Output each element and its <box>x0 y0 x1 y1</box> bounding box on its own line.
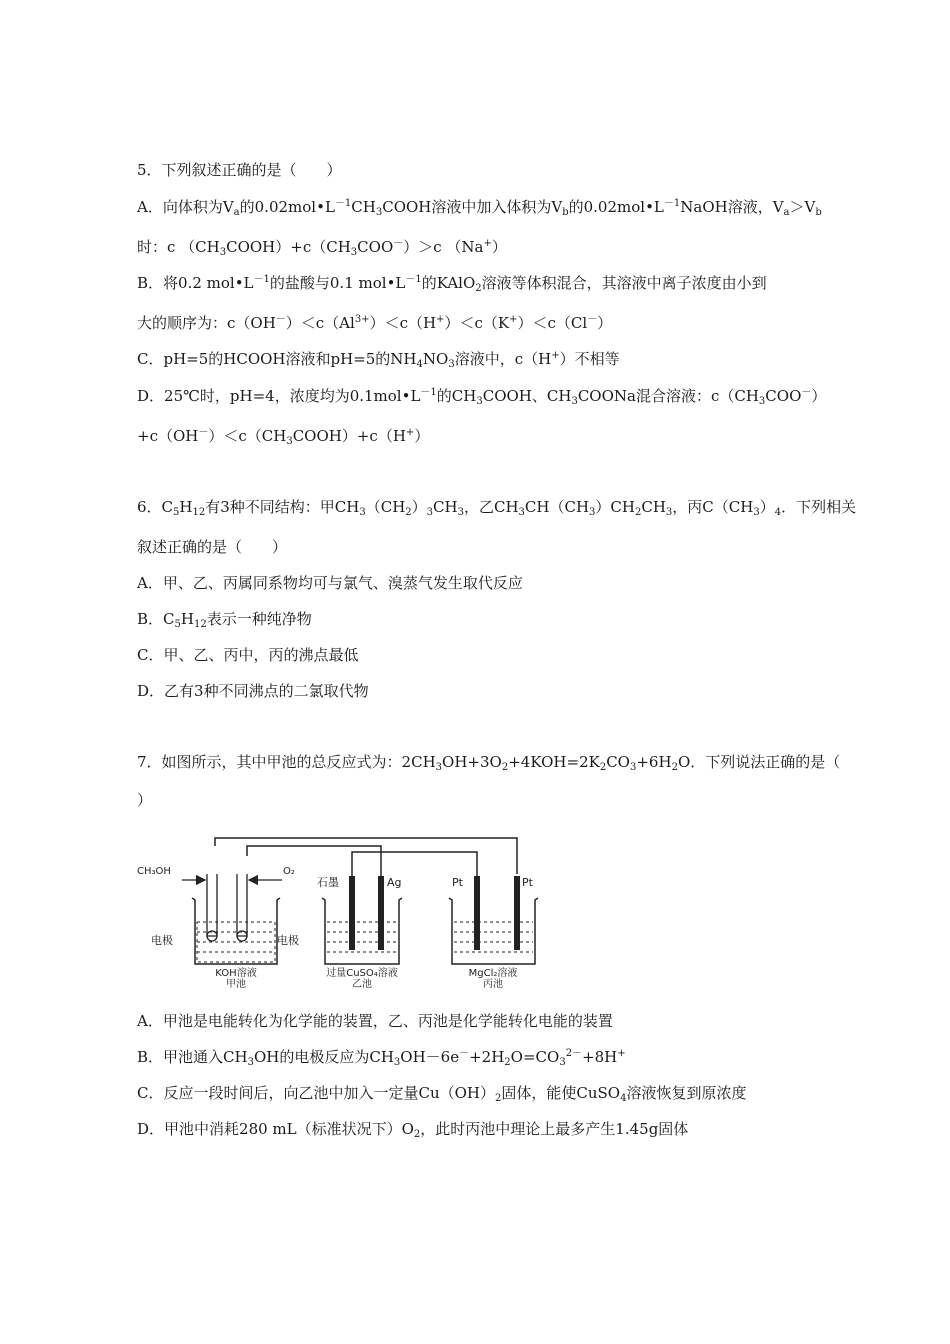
label-pt-right: Pt <box>522 876 533 889</box>
q7-option-b: B．甲池通入$CH_3OH$的电极反应为$CH_3OH-6e^-+2H_2O=CO_3^{2-}+8H^+$ <box>137 1048 626 1068</box>
q7-option-c: C．反应一段时间后，向乙池中加入一定量$Cu(OH)_2$固体，能使CuSO$_4$溶液恢复到原浓度 <box>137 1084 747 1104</box>
q5-option-d-line2: $+c(OH^-)<c(CH_3COOH)+c(H^+)$ <box>137 427 430 447</box>
label-electrode-left: 电极 <box>151 934 173 947</box>
q5-option-a-line2: 时：c $(CH_3COOH)+c(CH_3COO^-)>c$ （Na+） <box>137 238 507 258</box>
q6-stem-line1: 6．$C_5H_{12}$有3种不同结构：甲$CH_3(CH_2)_3CH_3$，乙$CH_3CH(CH_3)CH_2CH_3$，丙$C(CH_3)_4$．下列相关 <box>137 498 857 518</box>
electrochemistry-diagram <box>137 836 557 996</box>
q7-option-d: D．甲池中消耗280 mL（标准状况下）$O_2$，此时丙池中理论上最多产生1.45g固体 <box>137 1120 689 1140</box>
q6-option-c: C．甲、乙、丙中，丙的沸点最低 <box>137 646 359 664</box>
label-ag: Ag <box>387 876 402 889</box>
label-jia-pool: 甲池 <box>226 979 246 990</box>
q6-option-d: D．乙有3种不同沸点的二氯取代物 <box>137 682 369 700</box>
q5-stem: 5．下列叙述正确的是（ ） <box>137 161 342 179</box>
q5-option-b-line2: 大的顺序为：$c(OH^-)<c(Al^{3+})<c(H^+)<c(K^+)<c(Cl^-)$ <box>137 314 613 332</box>
q5-option-a-line1: A．向体积为$V_a$的$0.02mol•L^{-1}CH_3COOH$溶液中加入体积为$V_b$的$0.02mol•L^{-1}NaOH$溶液，$V_a>V_b$ <box>137 198 822 218</box>
label-electrode-right: 电极 <box>277 934 299 947</box>
label-ch3oh: CH₃OH <box>137 866 171 877</box>
q6-stem-line2: 叙述正确的是（ ） <box>137 538 288 556</box>
label-pt-left: Pt <box>452 876 463 889</box>
label-bing-pool: 丙池 <box>483 979 503 990</box>
beaker-yi <box>322 876 402 964</box>
label-cuso4-solution: 过量CuSO₄溶液 <box>326 968 398 979</box>
q5-option-d-line1: D．25℃时，pH=4，浓度均为$0.1mol•L^{-1}$的$CH_3COOH$、$CH_3COONa$混合溶液：$c(CH_3COO^-)$ <box>137 387 827 407</box>
q5-option-b-line1: B．将0.2 $mol•L^{-1}$的盐酸与0.1 $mol•L^{-1}$的KAlO$_2$溶液等体积混合，其溶液中离子浓度由小到 <box>137 274 767 294</box>
beaker-bing <box>449 876 538 964</box>
q7-stem-line2: ） <box>137 791 153 809</box>
q7-stem-line1: 7．如图所示，其中甲池的总反应式为：$2CH_3OH+3O_2+4KOH=2K_2CO_3+6H_2O$．下列说法正确的是（ <box>137 753 841 773</box>
label-o2: O₂ <box>283 866 295 877</box>
q6-option-b: B．$C_5H_{12}$表示一种纯净物 <box>137 610 312 630</box>
label-yi-pool: 乙池 <box>352 979 372 990</box>
beaker-jia <box>182 874 282 964</box>
q7-option-a: A．甲池是电能转化为化学能的装置，乙、丙池是化学能转化电能的装置 <box>137 1012 613 1030</box>
label-mgcl2-solution: MgCl₂溶液 <box>468 968 518 979</box>
q6-option-a: A．甲、乙、丙属同系物均可与氯气、溴蒸气发生取代反应 <box>137 574 523 592</box>
q5-option-c: C．pH=5的HCOOH溶液和pH=5的$NH_4NO_3$溶液中，c（H+）不相等 <box>137 350 620 370</box>
label-graphite: 石墨 <box>317 876 339 889</box>
label-koh-solution: KOH溶液 <box>215 968 257 979</box>
